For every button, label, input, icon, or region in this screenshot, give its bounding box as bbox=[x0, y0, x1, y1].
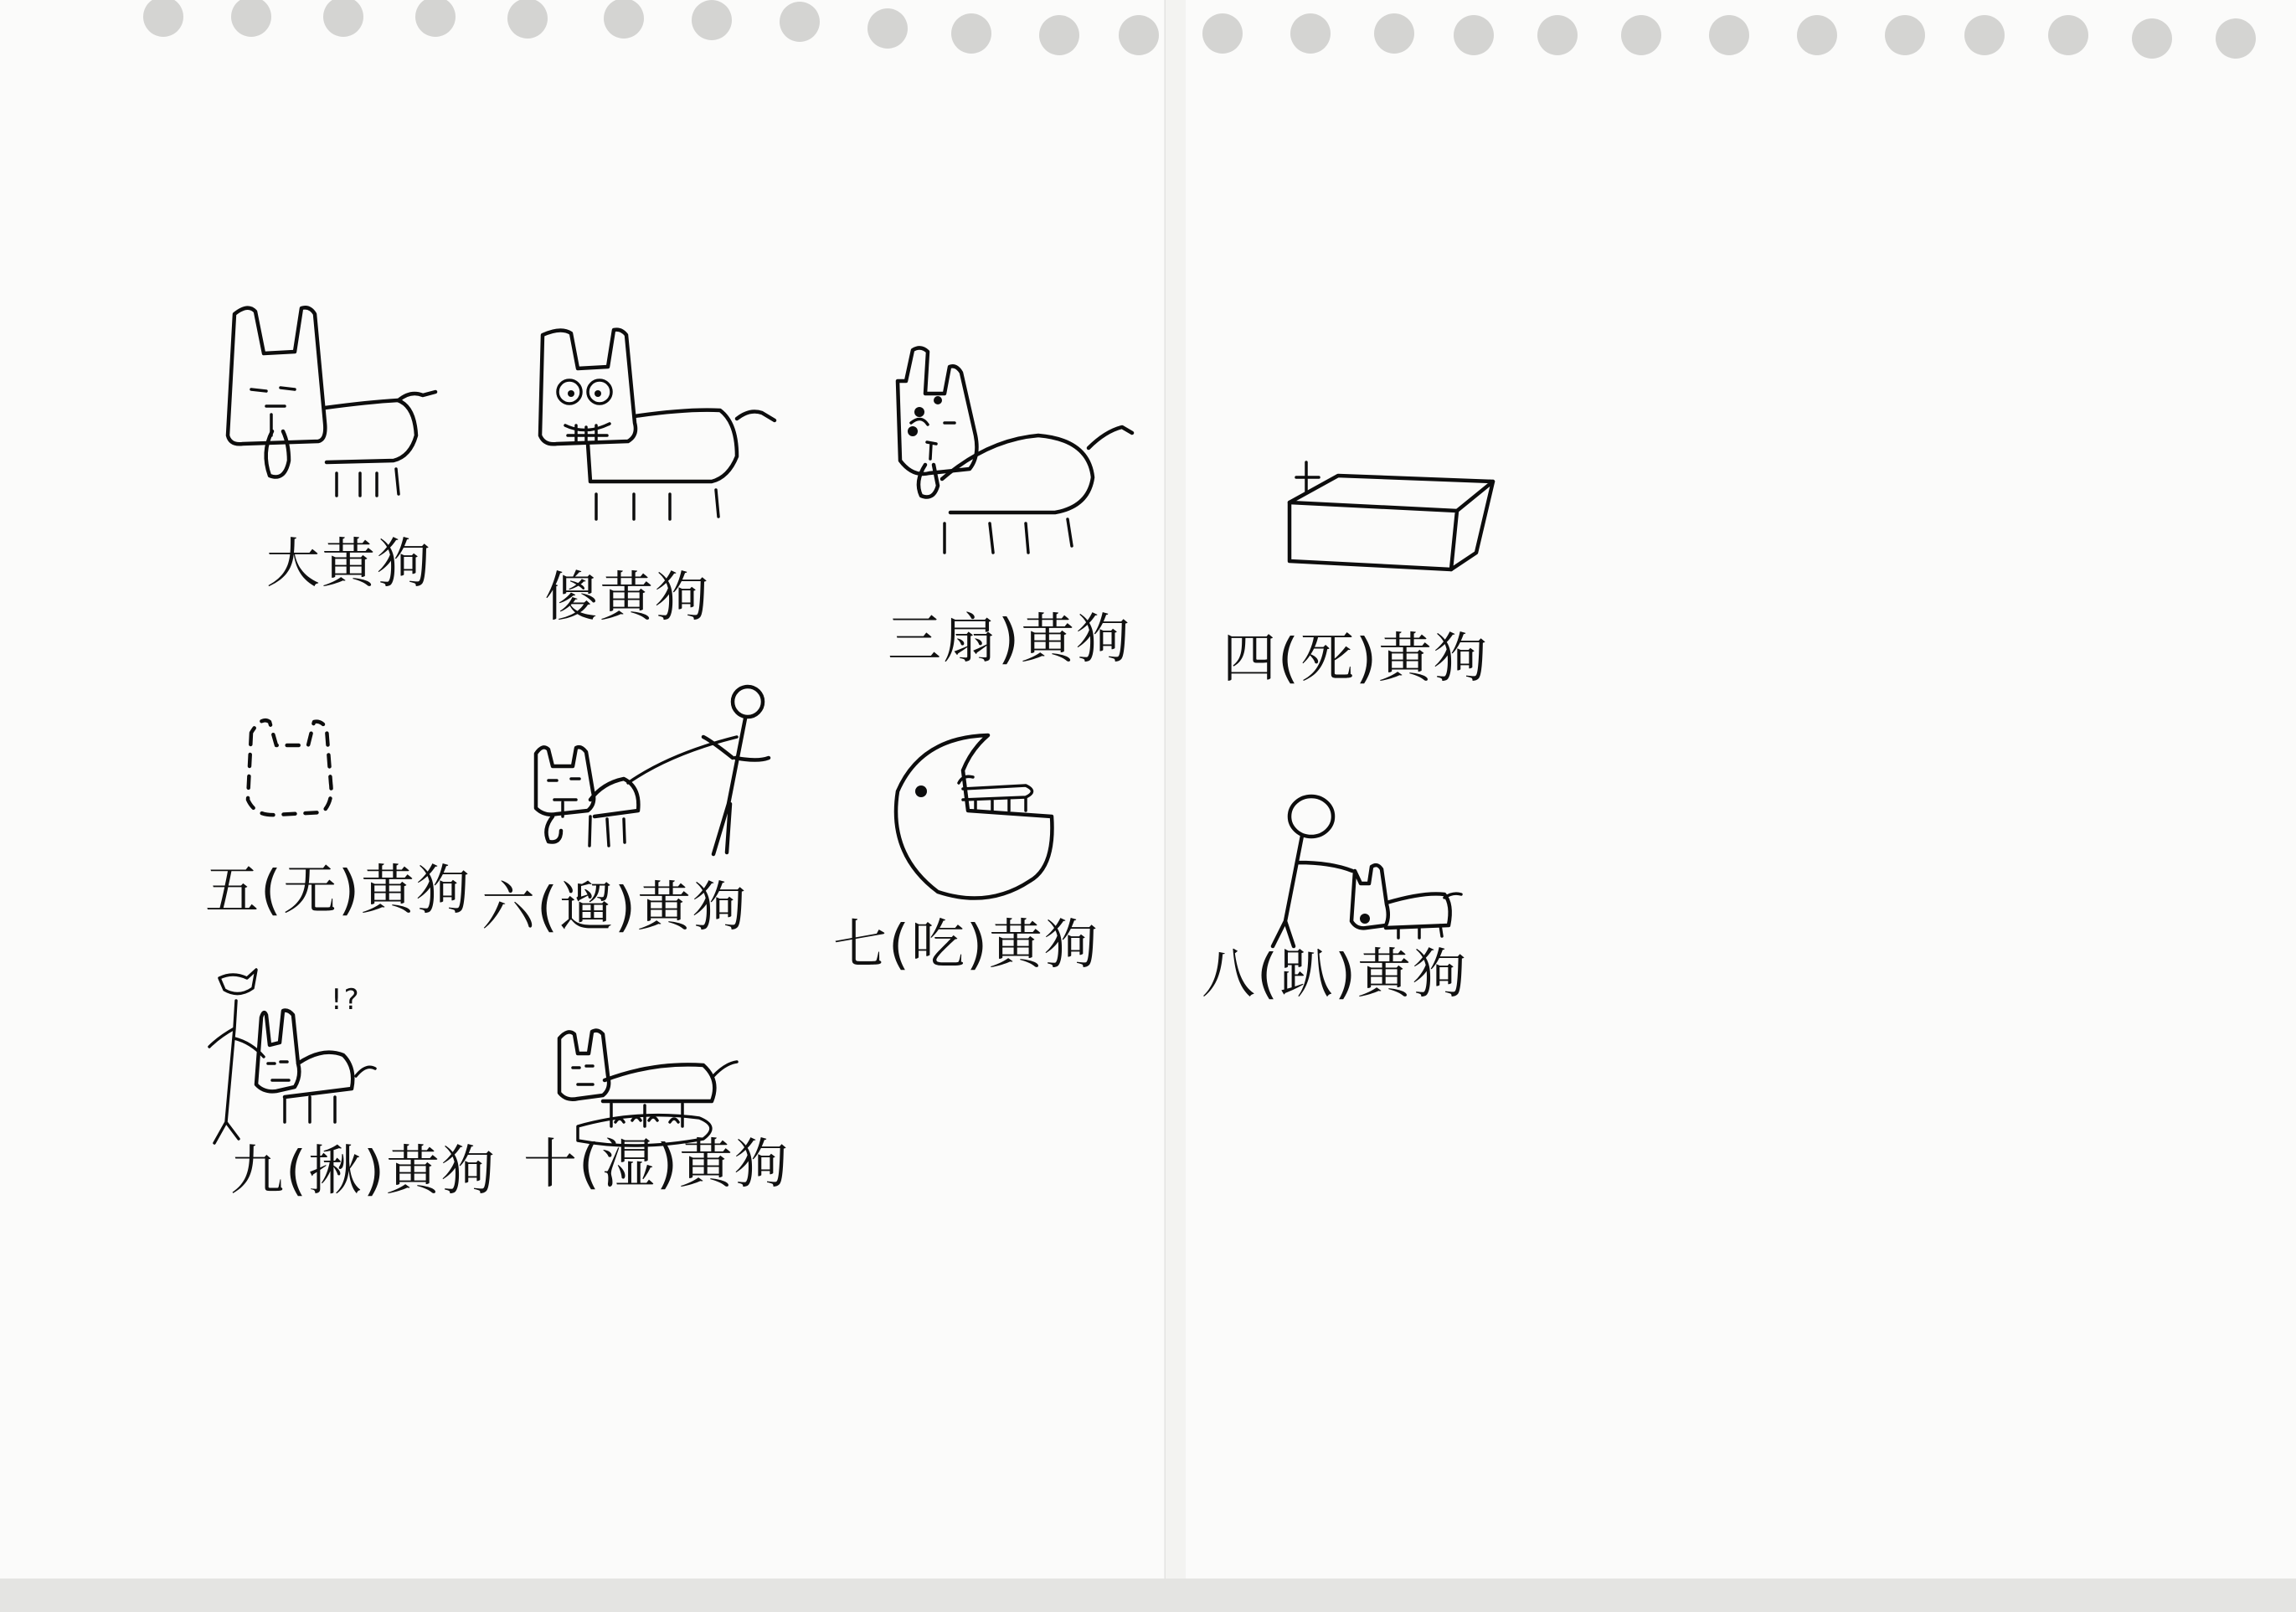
caption-6: 六(遛)黄狗 bbox=[481, 877, 748, 939]
caption-1: 大黄狗 bbox=[266, 533, 432, 595]
caption-9: 九(揪)黄狗 bbox=[230, 1141, 497, 1203]
exclamation-text: !? bbox=[331, 983, 361, 1017]
caption-4: 四(死)黄狗 bbox=[1223, 628, 1489, 690]
caption-3: 三扇)黄狗 bbox=[888, 609, 1131, 671]
caption-2: 傻黄狗 bbox=[544, 567, 710, 629]
caption-5: 五(无)黄狗 bbox=[205, 860, 471, 922]
caption-10: 十(湿)黄狗 bbox=[523, 1134, 790, 1196]
caption-8: 八(趴)黄狗 bbox=[1202, 944, 1468, 1006]
caption-7: 七(吃)黄狗 bbox=[833, 914, 1099, 976]
